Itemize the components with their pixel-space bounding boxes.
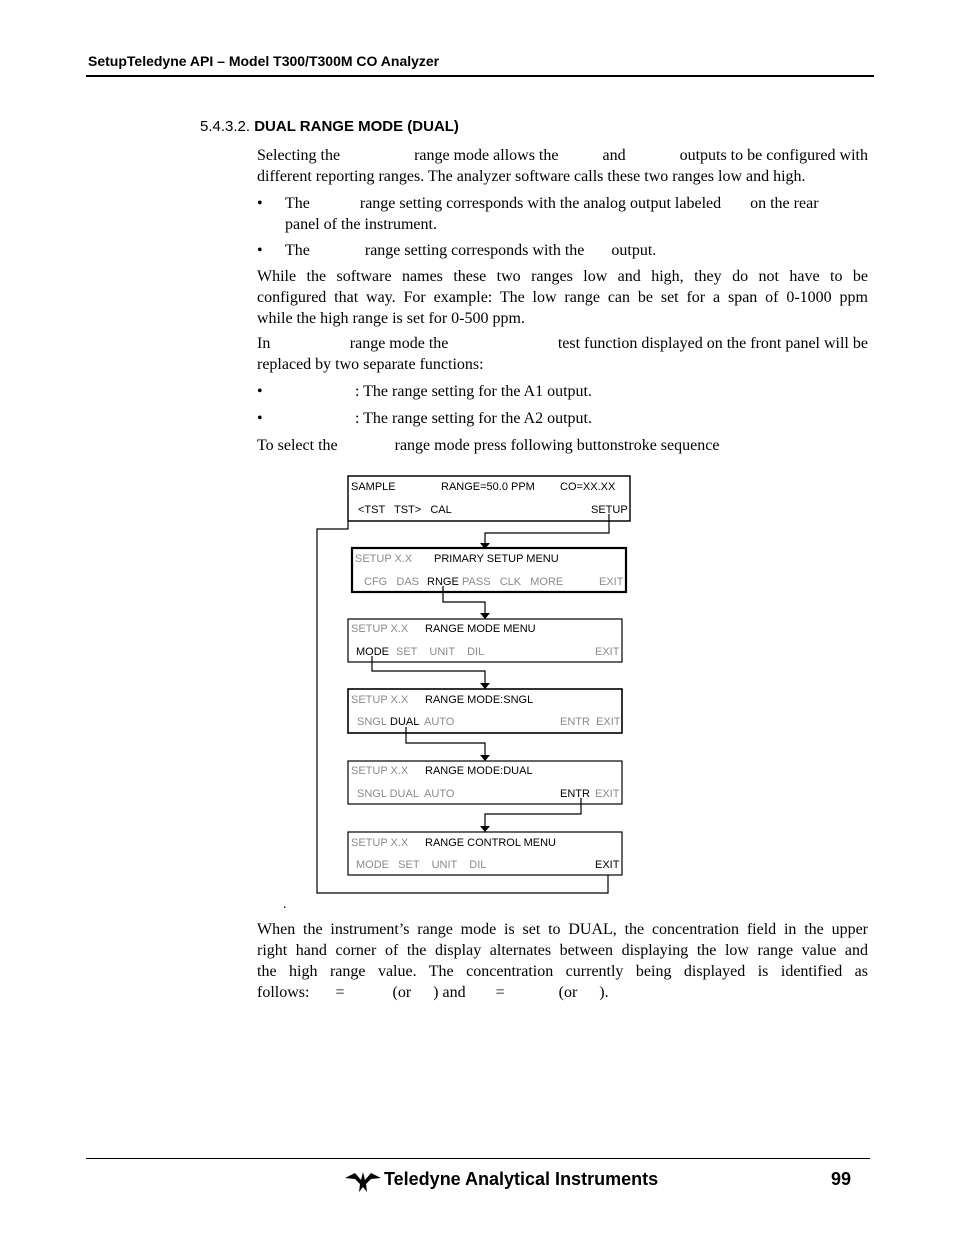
lcd-exit-key[interactable]: EXIT bbox=[595, 788, 620, 800]
bullet-dot: • bbox=[257, 195, 263, 212]
connector-dual bbox=[406, 727, 485, 757]
connector-rnge bbox=[443, 586, 485, 615]
lcd-sample-label: SAMPLE bbox=[351, 481, 396, 493]
footer-company-name: Teledyne Analytical Instruments bbox=[384, 1169, 659, 1189]
paragraph-dual-display: When the instrument’s range mode is set to DUAL, the concentration field in the upper right hand corner of the display alternates between displaying the low range value and the high range value. The concentration currently being displayed is identified as follows: = (or ) and = (or ). bbox=[257, 921, 868, 1001]
lcd-set-unit-dil-keys[interactable]: SET UNIT DIL bbox=[396, 646, 485, 658]
footer-rule bbox=[86, 1158, 870, 1159]
connector-entr bbox=[485, 798, 581, 828]
lcd-setup-version: SETUP X.X bbox=[355, 553, 413, 565]
bullet-dot: • bbox=[257, 242, 263, 259]
lcd-entr-key[interactable]: ENTR bbox=[560, 788, 590, 800]
lcd-range-mode-menu-title: RANGE MODE MENU bbox=[425, 623, 536, 635]
bullet-dot: • bbox=[257, 383, 263, 400]
connector-setup bbox=[485, 514, 609, 544]
arrowhead bbox=[480, 683, 490, 689]
section-number: 5.4.3.2. bbox=[200, 118, 251, 135]
lcd-cfg-das-keys[interactable]: CFG DAS bbox=[364, 576, 420, 588]
lcd-mode-set-unit-dil-keys[interactable]: MODE SET UNIT DIL bbox=[356, 859, 487, 871]
lcd-mode-key[interactable]: MODE bbox=[356, 646, 389, 658]
lcd-entr-exit-keys[interactable]: ENTR EXIT bbox=[560, 716, 621, 728]
page-number: 99 bbox=[831, 1169, 852, 1189]
paragraph-intro: Selecting the range mode allows the and outputs to be configured with different reporting ranges. The analyzer software calls these two ranges low and high. bbox=[257, 147, 868, 185]
bullet-low-range: • The range setting corresponds with the analog output labeled on the rear panel of the instrument. bbox=[257, 195, 819, 233]
bullet-range1: • : The range setting for the A1 output. bbox=[257, 383, 592, 400]
lcd-sngl-key[interactable]: SNGL bbox=[357, 716, 387, 728]
arrowhead bbox=[480, 755, 490, 761]
lcd-range-readout: RANGE=50.0 PPM bbox=[441, 481, 535, 493]
teledyne-logo-icon bbox=[345, 1170, 381, 1194]
running-header: SetupTeledyne API – Model T300/T300M CO Analyzer bbox=[88, 53, 440, 69]
lcd-exit-key[interactable]: EXIT bbox=[595, 859, 620, 871]
lcd-range-mode-dual-title: RANGE MODE:DUAL bbox=[425, 765, 533, 777]
lcd-setup-key[interactable]: SETUP bbox=[591, 504, 628, 516]
lcd-exit-key[interactable]: EXIT bbox=[595, 646, 620, 658]
lcd-sngl-dual-auto-keys[interactable]: SNGL DUAL AUTO bbox=[357, 788, 455, 800]
lcd-tst-cal-keys: <TST TST> CAL bbox=[358, 504, 452, 516]
paragraph-select-instruction: To select the range mode press following buttonstroke sequence bbox=[257, 437, 720, 454]
connector-mode bbox=[372, 656, 485, 685]
lcd-rnge-key[interactable]: RNGE bbox=[427, 576, 459, 588]
lcd-dual-key[interactable]: DUAL bbox=[390, 716, 420, 728]
lcd-setup-version: SETUP X.X bbox=[351, 837, 409, 849]
bullet-range2: • : The range setting for the A2 output. bbox=[257, 410, 592, 427]
paragraph-test-function: In range mode the test function displayed on the front panel will be replaced by two separate functions: bbox=[257, 335, 868, 373]
lcd-co-readout: CO=XX.XX bbox=[560, 481, 616, 493]
bullet-dot: • bbox=[257, 410, 263, 427]
lcd-setup-version: SETUP X.X bbox=[351, 623, 409, 635]
lcd-exit-key[interactable]: EXIT bbox=[599, 576, 624, 588]
arrowhead bbox=[480, 826, 490, 832]
arrowhead bbox=[480, 613, 490, 619]
return-loop-line bbox=[317, 476, 630, 893]
lcd-setup-version: SETUP X.X bbox=[351, 694, 409, 706]
lcd-auto-key[interactable]: AUTO bbox=[424, 716, 455, 728]
lcd-setup-version: SETUP X.X bbox=[351, 765, 409, 777]
paragraph-ranges: While the software names these two ranges low and high, they do not have to be configured that way. For example: The low range can be set for a span of 0-1000 ppm while the high range is set for 0-500 ppm. bbox=[257, 268, 868, 327]
bullet-high-range: • The range setting corresponds with the output. bbox=[257, 242, 657, 259]
lcd-primary-setup-title: PRIMARY SETUP MENU bbox=[434, 553, 559, 565]
lcd-range-mode-sngl-title: RANGE MODE:SNGL bbox=[425, 694, 534, 706]
lcd-pass-clk-more-keys[interactable]: PASS CLK MORE bbox=[462, 576, 564, 588]
stray-period: . bbox=[283, 897, 287, 912]
lcd-range-control-title: RANGE CONTROL MENU bbox=[425, 837, 556, 849]
section-title: DUAL RANGE MODE (DUAL) bbox=[254, 118, 459, 135]
